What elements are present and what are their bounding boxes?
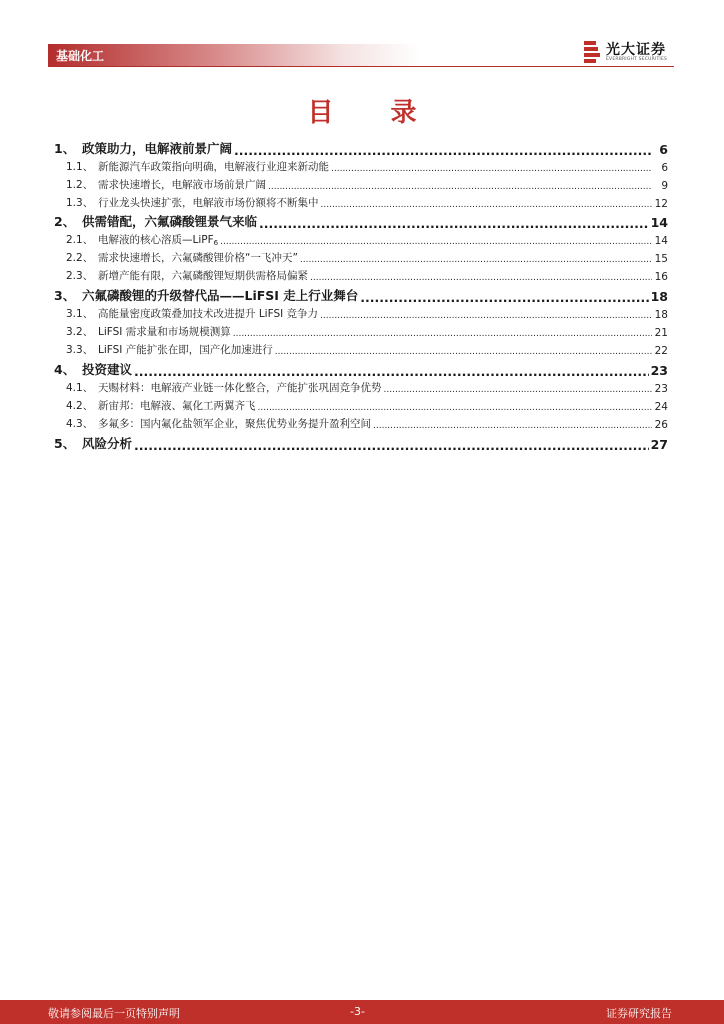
toc-entry-number: 2.2、 bbox=[66, 252, 94, 264]
footer-page-number: -3- bbox=[350, 1005, 365, 1018]
toc-entry[interactable] bbox=[54, 434, 668, 452]
toc-entry-page: 14 bbox=[654, 235, 668, 247]
toc-entry[interactable] bbox=[54, 195, 668, 210]
toc-entry[interactable] bbox=[54, 177, 668, 192]
brand-name-en: EVERBRIGHT SECURITIES bbox=[606, 57, 668, 62]
toc-entry-number: 3.3、 bbox=[66, 344, 94, 356]
toc-leader-dots bbox=[310, 272, 652, 283]
toc-entry-number: 2、 bbox=[54, 214, 76, 229]
toc-leader-dots bbox=[234, 145, 652, 158]
toc-entry-number: 2.1、 bbox=[66, 234, 94, 246]
toc-entry[interactable] bbox=[54, 416, 668, 431]
toc-entry-number: 2.3、 bbox=[66, 270, 94, 282]
toc-entry-page: 15 bbox=[654, 253, 668, 265]
toc-entry-page: 21 bbox=[654, 327, 668, 339]
toc-entry-number: 5、 bbox=[54, 436, 76, 451]
toc-entry-subscript: 6 bbox=[213, 239, 219, 247]
toc-entry[interactable] bbox=[54, 324, 668, 339]
toc-entry-title: LiFSI 产能扩张在即，国产化加速进行 bbox=[98, 344, 273, 356]
toc-entry-title: 需求快速增长，电解液市场前景广阔 bbox=[98, 179, 266, 191]
toc-entry-title: 多氟多：国内氟化盐领军企业，聚焦优势业务提升盈利空间 bbox=[98, 418, 371, 430]
brand-logo bbox=[582, 40, 676, 66]
brand-logo-icon bbox=[582, 40, 602, 64]
toc-entry[interactable] bbox=[54, 398, 668, 413]
toc-entry-title: 风险分析 bbox=[82, 436, 133, 451]
toc-entry-number: 4.3、 bbox=[66, 418, 94, 430]
toc-entry-page: 22 bbox=[654, 345, 668, 357]
toc-entry[interactable] bbox=[54, 380, 668, 395]
toc-entry-title: 新能源汽车政策指向明确，电解液行业迎来新动能 bbox=[98, 161, 329, 173]
toc-entry-page: 6 bbox=[661, 162, 668, 174]
toc-entry-number: 4.2、 bbox=[66, 400, 94, 412]
toc-entry-number: 3、 bbox=[54, 288, 76, 303]
toc-leader-dots bbox=[220, 236, 652, 247]
footer-disclaimer: 敬请参阅最后一页特别声明 bbox=[48, 1007, 180, 1020]
toc-leader-dots bbox=[233, 328, 652, 339]
toc-leader-dots bbox=[300, 254, 652, 265]
toc-leader-dots bbox=[134, 366, 649, 379]
toc-leader-dots bbox=[275, 346, 652, 357]
toc-entry-number: 4、 bbox=[54, 362, 76, 377]
toc-entry-title: 新增产能有限，六氟磷酸锂短期供需格局偏紧 bbox=[98, 270, 308, 282]
toc-entry[interactable] bbox=[54, 360, 668, 378]
toc-entry-page: 18 bbox=[650, 289, 668, 304]
toc-entry-page: 23 bbox=[650, 363, 668, 378]
toc-entry-page: 23 bbox=[654, 383, 668, 395]
toc-entry-number: 4.1、 bbox=[66, 382, 94, 394]
toc-leader-dots bbox=[373, 420, 652, 431]
toc-entry[interactable] bbox=[54, 212, 668, 230]
toc-entry[interactable] bbox=[54, 232, 668, 247]
toc-entry[interactable] bbox=[54, 268, 668, 283]
toc-entry-page: 27 bbox=[650, 437, 668, 452]
toc-entry[interactable] bbox=[54, 139, 668, 157]
header-category: 基础化工 bbox=[56, 49, 105, 63]
toc-entry-page: 18 bbox=[654, 309, 668, 321]
toc-leader-dots bbox=[268, 181, 652, 192]
toc-entry-number: 1.1、 bbox=[66, 161, 94, 173]
toc-entry-number: 1.3、 bbox=[66, 197, 94, 209]
toc-leader-dots bbox=[321, 199, 653, 210]
toc-entry-title: 供需错配，六氟磷酸锂景气来临 bbox=[82, 214, 258, 229]
toc-entry-page: 16 bbox=[654, 271, 668, 283]
toc-leader-dots bbox=[320, 310, 652, 321]
toc-entry-title: 六氟磷酸锂的升级替代品——LiFSI 走上行业舞台 bbox=[82, 288, 359, 303]
toc-entry-title: 政策助力，电解液前景广阔 bbox=[82, 141, 233, 156]
toc-leader-dots bbox=[134, 440, 649, 453]
toc-leader-dots bbox=[259, 218, 649, 231]
toc-entry-title: 高能量密度政策叠加技术改进提升 LiFSI 竞争力 bbox=[98, 308, 319, 320]
toc-entry-page: 14 bbox=[650, 215, 668, 230]
toc-leader-dots bbox=[258, 402, 653, 413]
toc-entry-title: 投资建议 bbox=[82, 362, 133, 377]
page-title: 目 录 bbox=[307, 98, 441, 128]
toc-entry-number: 3.2、 bbox=[66, 326, 94, 338]
toc-entry[interactable] bbox=[54, 250, 668, 265]
toc-entry[interactable] bbox=[54, 286, 668, 304]
footer-report-type: 证券研究报告 bbox=[606, 1007, 672, 1020]
toc-entry-page: 26 bbox=[654, 419, 668, 431]
toc-entry-page: 9 bbox=[661, 180, 668, 192]
toc-entry-page: 6 bbox=[659, 142, 668, 157]
toc-entry-number: 1、 bbox=[54, 141, 76, 156]
toc-leader-dots bbox=[360, 292, 648, 305]
toc-entry-number: 3.1、 bbox=[66, 308, 94, 320]
toc-entry-page: 24 bbox=[654, 401, 668, 413]
toc-entry-title: 天赐材料：电解液产业链一体化整合，产能扩张巩固竞争优势 bbox=[98, 382, 382, 394]
toc-entry[interactable] bbox=[54, 342, 668, 357]
toc-entry-title: LiFSI 需求量和市场规模测算 bbox=[98, 326, 231, 338]
brand-name: 光大证券 bbox=[606, 42, 666, 58]
header-divider bbox=[48, 66, 674, 67]
toc-entry-title: 行业龙头快速扩张，电解液市场份额将不断集中 bbox=[98, 197, 319, 209]
toc-entry-title: 需求快速增长，六氟磷酸锂价格“一飞冲天” bbox=[98, 252, 298, 264]
toc-leader-dots bbox=[331, 163, 652, 174]
toc-entry-title: 电解液的核心溶质—LiPF$_6$ bbox=[98, 234, 219, 247]
toc-entry-title: 新宙邦：电解液、氟化工两翼齐飞 bbox=[98, 400, 256, 412]
toc-entry[interactable] bbox=[54, 159, 668, 174]
toc-entry-number: 1.2、 bbox=[66, 179, 94, 191]
toc-leader-dots bbox=[384, 384, 653, 395]
toc-entry-page: 12 bbox=[654, 198, 668, 210]
toc-entry[interactable] bbox=[54, 306, 668, 321]
